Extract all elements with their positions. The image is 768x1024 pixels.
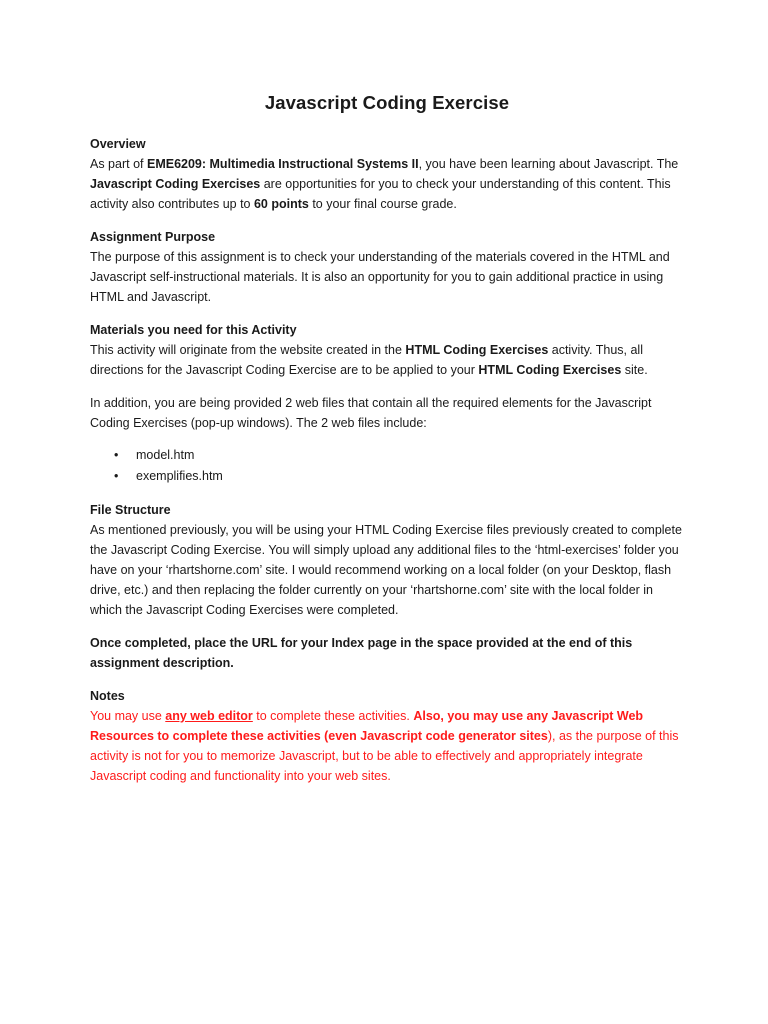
notes-resources-emphasis: Also, you may use any Javascript Web Resources to complete these activities (even Javascript code generator sites <box>90 709 644 743</box>
bullet-icon: • <box>114 448 119 462</box>
overview-text-1: As part of <box>90 157 147 171</box>
notes-paragraph <box>90 706 684 786</box>
materials-text-3: activity. Thus, all directions for the Javascript Coding Exercise are to be applied to your <box>90 343 643 377</box>
file-name: model.htm <box>136 448 195 462</box>
section-materials <box>90 320 684 487</box>
notes-any-web-editor: any web editor <box>165 709 253 723</box>
file-structure-heading: File Structure <box>90 503 171 517</box>
materials-html-exercises-2: HTML Coding Exercises <box>478 363 622 377</box>
document-title: Javascript Coding Exercise <box>264 92 510 113</box>
file-name: exemplifies.htm <box>136 469 223 483</box>
exercise-name: Javascript Coding Exercises <box>90 177 261 191</box>
course-name: EME6209: Multimedia Instructional Systems II <box>146 157 419 171</box>
section-notes <box>90 686 684 786</box>
notes-heading: Notes <box>90 689 125 703</box>
purpose-paragraph: The purpose of this assignment is to check your understanding of the materials covered in the HTML and Javascript self-instructional materials. It is also an opportunity for you to gain additional practice in using HTML and Javascript. <box>90 250 670 304</box>
materials-paragraph <box>90 340 684 380</box>
list-item <box>90 466 684 487</box>
section-purpose <box>90 227 684 307</box>
file-structure-paragraph: As mentioned previously, you will be using your HTML Coding Exercise files previously created to complete the Javascript Coding Exercise. You will simply upload any additional files to the ‘html-exercises’ folder you have on your ‘rhartshorne.com’ site. I would recommend working on a local folder (on your Desktop, flash drive, etc.) and then replacing the folder currently on your ‘rhartshorne.com’ site with the local folder in which the Javascript Coding Exercises were completed. <box>90 523 682 617</box>
materials-text-5: site. <box>621 363 648 377</box>
purpose-heading: Assignment Purpose <box>90 230 216 244</box>
overview-text-7: to your final course grade. <box>308 197 457 211</box>
completion-instruction: Once completed, place the URL for your Index page in the space provided at the end of this assignment description. <box>90 636 633 670</box>
materials-text-1: This activity will originate from the website created in the <box>90 343 406 357</box>
overview-paragraph <box>90 154 684 214</box>
materials-files-paragraph: In addition, you are being provided 2 web files that contain all the required elements for the Javascript Coding Exercises (pop-up windows). The 2 web files include: <box>90 396 652 430</box>
overview-heading: Overview <box>90 137 146 151</box>
materials-heading: Materials you need for this Activity <box>90 323 297 337</box>
overview-text-3: , you have been learning about Javascript. The <box>418 157 679 171</box>
section-file-structure <box>90 500 684 673</box>
materials-html-exercises-1: HTML Coding Exercises <box>405 343 549 357</box>
notes-text-5: ), as the purpose of this activity is not for you to memorize Javascript, but to be able to effectively and appropriately integrate Javascript coding and functionality into your web sites. <box>90 729 679 783</box>
points-value: 60 points <box>253 197 309 211</box>
section-overview <box>90 134 684 214</box>
overview-text-5: are opportunities for you to check your understanding of this content. This activity also contributes up to <box>90 177 671 211</box>
files-list <box>90 445 684 487</box>
notes-text-1: You may use <box>90 709 166 723</box>
list-item <box>90 445 684 466</box>
bullet-icon: • <box>114 469 119 483</box>
notes-text-3: to complete these activities. <box>252 709 414 723</box>
